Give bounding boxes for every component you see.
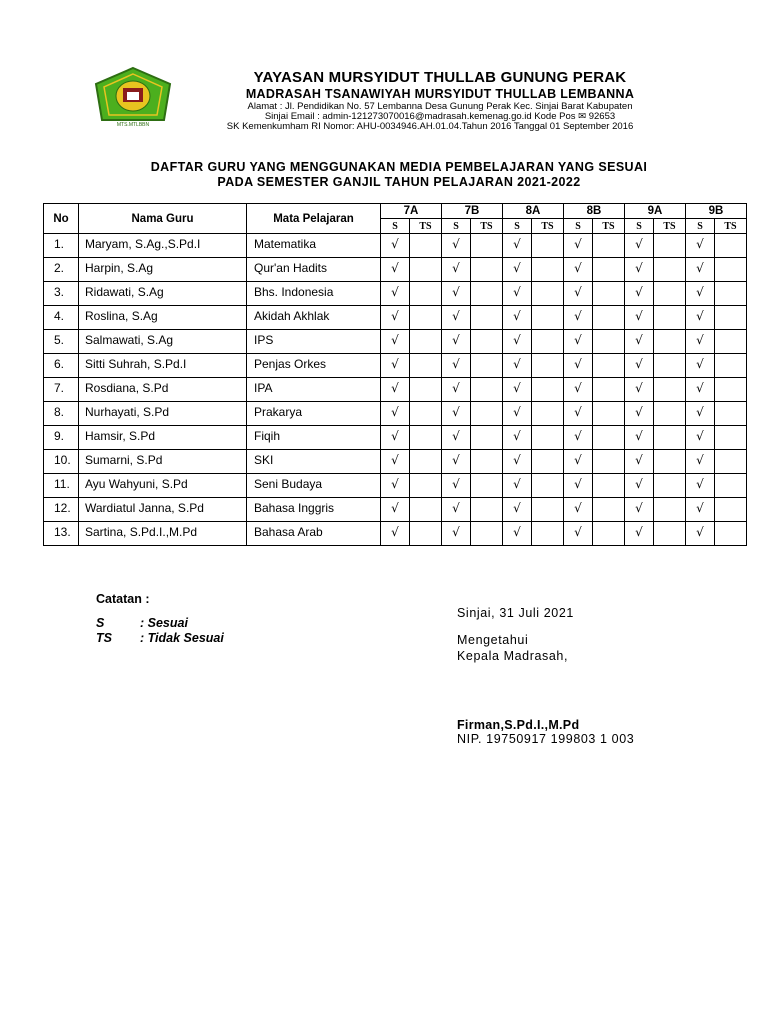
school-decree: SK Kemenkumham RI Nomor: AHU-0034946.AH.01.04.Tahun 2016 Tanggal 01 September 2016 xyxy=(226,121,634,132)
check-mark-s: √ xyxy=(564,522,593,546)
cell-ts xyxy=(471,378,503,402)
teacher-name: Sitti Suhrah, S.Pd.I xyxy=(79,354,247,378)
cell-ts xyxy=(715,474,747,498)
cell-ts xyxy=(654,234,686,258)
check-mark-s: √ xyxy=(503,354,532,378)
cell-ts xyxy=(410,474,442,498)
teacher-name: Roslina, S.Ag xyxy=(79,306,247,330)
school-contact: Sinjai Email : admin-121273070016@madrasah.kemenag.go.id Kode Pos ✉ 92653 xyxy=(264,111,616,122)
check-mark-s: √ xyxy=(503,426,532,450)
cell-ts xyxy=(654,330,686,354)
table-row xyxy=(44,474,747,498)
school-name: MADRASAH TSANAWIYAH MURSYIDUT THULLAB LEMBANNA xyxy=(245,87,635,101)
cell-ts xyxy=(715,402,747,426)
cell-ts xyxy=(593,330,625,354)
check-mark-s: √ xyxy=(564,306,593,330)
check-mark-s: √ xyxy=(442,522,471,546)
cell-ts xyxy=(410,282,442,306)
cell-ts xyxy=(410,330,442,354)
check-mark-s: √ xyxy=(564,498,593,522)
check-mark-s: √ xyxy=(442,498,471,522)
check-mark-s: √ xyxy=(625,378,654,402)
check-mark-s: √ xyxy=(686,402,715,426)
cell-ts xyxy=(654,354,686,378)
cell-ts xyxy=(593,306,625,330)
check-mark-s: √ xyxy=(564,402,593,426)
teacher-name: Sartina, S.Pd.I.,M.Pd xyxy=(79,522,247,546)
place-date: Sinjai, 31 Juli 2021 xyxy=(457,606,574,620)
cell-ts xyxy=(471,330,503,354)
check-mark-s: √ xyxy=(564,474,593,498)
check-mark-s: √ xyxy=(381,426,410,450)
sub-header-s: S xyxy=(381,219,410,234)
cell-ts xyxy=(471,282,503,306)
table-row xyxy=(44,306,747,330)
check-mark-s: √ xyxy=(564,354,593,378)
sub-header-ts: TS xyxy=(471,219,503,234)
sub-header-ts: TS xyxy=(593,219,625,234)
sub-header-ts: TS xyxy=(654,219,686,234)
check-mark-s: √ xyxy=(625,474,654,498)
acknowledge-label: Mengetahui xyxy=(457,633,529,647)
cell-ts xyxy=(532,258,564,282)
cell-ts xyxy=(532,234,564,258)
cell-ts xyxy=(532,306,564,330)
cell-ts xyxy=(715,354,747,378)
teacher-name: Sumarni, S.Pd xyxy=(79,450,247,474)
check-mark-s: √ xyxy=(625,234,654,258)
row-number: 11. xyxy=(44,474,79,498)
row-number: 5. xyxy=(44,330,79,354)
cell-ts xyxy=(593,474,625,498)
row-number: 4. xyxy=(44,306,79,330)
notes-heading: Catatan : xyxy=(96,592,150,606)
check-mark-s: √ xyxy=(686,522,715,546)
check-mark-s: √ xyxy=(686,354,715,378)
row-number: 10. xyxy=(44,450,79,474)
teacher-name: Ridawati, S.Ag xyxy=(79,282,247,306)
check-mark-s: √ xyxy=(686,306,715,330)
cell-ts xyxy=(715,258,747,282)
subject-name: Bhs. Indonesia xyxy=(247,282,381,306)
cell-ts xyxy=(715,306,747,330)
cell-ts xyxy=(715,498,747,522)
class-header: 8B xyxy=(564,204,625,219)
class-header: 7B xyxy=(442,204,503,219)
sub-header-ts: TS xyxy=(532,219,564,234)
notes xyxy=(96,592,224,646)
cell-ts xyxy=(715,522,747,546)
check-mark-s: √ xyxy=(564,234,593,258)
check-mark-s: √ xyxy=(442,234,471,258)
cell-ts xyxy=(471,234,503,258)
doc-title-line1: DAFTAR GURU YANG MENGGUNAKAN MEDIA PEMBELAJARAN YANG SESUAI xyxy=(150,160,648,174)
cell-ts xyxy=(532,450,564,474)
check-mark-s: √ xyxy=(686,450,715,474)
teacher-name: Harpin, S.Ag xyxy=(79,258,247,282)
cell-ts xyxy=(593,354,625,378)
cell-ts xyxy=(654,522,686,546)
check-mark-s: √ xyxy=(686,474,715,498)
check-mark-s: √ xyxy=(564,330,593,354)
cell-ts xyxy=(532,282,564,306)
check-mark-s: √ xyxy=(564,282,593,306)
sub-header-s: S xyxy=(686,219,715,234)
check-mark-s: √ xyxy=(686,330,715,354)
cell-ts xyxy=(532,522,564,546)
cell-ts xyxy=(532,354,564,378)
check-mark-s: √ xyxy=(381,258,410,282)
cell-ts xyxy=(715,378,747,402)
check-mark-s: √ xyxy=(442,402,471,426)
subject-name: IPS xyxy=(247,330,381,354)
check-mark-s: √ xyxy=(686,378,715,402)
check-mark-s: √ xyxy=(381,402,410,426)
check-mark-s: √ xyxy=(686,234,715,258)
cell-ts xyxy=(532,498,564,522)
check-mark-s: √ xyxy=(503,282,532,306)
cell-ts xyxy=(654,258,686,282)
subject-name: IPA xyxy=(247,378,381,402)
cell-ts xyxy=(410,426,442,450)
check-mark-s: √ xyxy=(503,378,532,402)
table-row xyxy=(44,426,747,450)
col-subject-header: Mata Pelajaran xyxy=(247,204,381,234)
check-mark-s: √ xyxy=(503,306,532,330)
legend-key: TS xyxy=(96,631,112,645)
subject-name: Prakarya xyxy=(247,402,381,426)
check-mark-s: √ xyxy=(503,258,532,282)
position-label: Kepala Madrasah, xyxy=(457,649,569,663)
table-row xyxy=(44,354,747,378)
doc-title-line2: PADA SEMESTER GANJIL TAHUN PELAJARAN 2021-2022 xyxy=(217,175,581,189)
cell-ts xyxy=(593,234,625,258)
check-mark-s: √ xyxy=(442,306,471,330)
sub-header-s: S xyxy=(564,219,593,234)
check-mark-s: √ xyxy=(442,450,471,474)
legend-s xyxy=(96,616,224,631)
cell-ts xyxy=(654,402,686,426)
school-address: Alamat : Jl. Pendidikan No. 57 Lembanna Desa Gunung Perak Kec. Sinjai Barat Kabupaten xyxy=(247,101,633,112)
cell-ts xyxy=(654,450,686,474)
check-mark-s: √ xyxy=(625,330,654,354)
class-header: 9B xyxy=(686,204,747,219)
subject-name: Qur'an Hadits xyxy=(247,258,381,282)
check-mark-s: √ xyxy=(625,402,654,426)
check-mark-s: √ xyxy=(503,402,532,426)
class-header: 8A xyxy=(503,204,564,219)
row-number: 8. xyxy=(44,402,79,426)
teacher-name: Wardiatul Janna, S.Pd xyxy=(79,498,247,522)
cell-ts xyxy=(471,450,503,474)
table-row xyxy=(44,330,747,354)
cell-ts xyxy=(471,474,503,498)
row-number: 7. xyxy=(44,378,79,402)
subject-name: Akidah Akhlak xyxy=(247,306,381,330)
cell-ts xyxy=(532,402,564,426)
subject-name: Penjas Orkes xyxy=(247,354,381,378)
cell-ts xyxy=(715,234,747,258)
col-no-header: No xyxy=(44,204,79,234)
cell-ts xyxy=(532,426,564,450)
check-mark-s: √ xyxy=(503,474,532,498)
cell-ts xyxy=(654,282,686,306)
check-mark-s: √ xyxy=(564,426,593,450)
check-mark-s: √ xyxy=(686,498,715,522)
check-mark-s: √ xyxy=(686,282,715,306)
cell-ts xyxy=(654,378,686,402)
col-name-header: Nama Guru xyxy=(79,204,247,234)
subject-name: Bahasa Inggris xyxy=(247,498,381,522)
check-mark-s: √ xyxy=(625,426,654,450)
cell-ts xyxy=(471,258,503,282)
cell-ts xyxy=(410,258,442,282)
check-mark-s: √ xyxy=(442,330,471,354)
subject-name: Matematika xyxy=(247,234,381,258)
check-mark-s: √ xyxy=(625,306,654,330)
teacher-name: Hamsir, S.Pd xyxy=(79,426,247,450)
check-mark-s: √ xyxy=(625,354,654,378)
cell-ts xyxy=(593,450,625,474)
check-mark-s: √ xyxy=(442,354,471,378)
check-mark-s: √ xyxy=(503,498,532,522)
check-mark-s: √ xyxy=(686,258,715,282)
cell-ts xyxy=(715,426,747,450)
table-row xyxy=(44,450,747,474)
check-mark-s: √ xyxy=(381,378,410,402)
cell-ts xyxy=(593,258,625,282)
foundation-name: YAYASAN MURSYIDUT THULLAB GUNUNG PERAK xyxy=(253,69,627,86)
cell-ts xyxy=(532,378,564,402)
check-mark-s: √ xyxy=(442,258,471,282)
check-mark-s: √ xyxy=(564,258,593,282)
cell-ts xyxy=(471,426,503,450)
table-row xyxy=(44,258,747,282)
check-mark-s: √ xyxy=(625,498,654,522)
check-mark-s: √ xyxy=(381,354,410,378)
cell-ts xyxy=(471,498,503,522)
check-mark-s: √ xyxy=(625,450,654,474)
cell-ts xyxy=(654,498,686,522)
cell-ts xyxy=(410,378,442,402)
row-number: 3. xyxy=(44,282,79,306)
legend-ts xyxy=(96,631,224,646)
cell-ts xyxy=(471,306,503,330)
legend-key: S xyxy=(96,616,105,630)
table-row xyxy=(44,522,747,546)
subject-name: Bahasa Arab xyxy=(247,522,381,546)
subject-name: SKI xyxy=(247,450,381,474)
sub-header-ts: TS xyxy=(715,219,747,234)
teacher-name: Salmawati, S.Ag xyxy=(79,330,247,354)
row-number: 6. xyxy=(44,354,79,378)
check-mark-s: √ xyxy=(625,282,654,306)
check-mark-s: √ xyxy=(564,450,593,474)
check-mark-s: √ xyxy=(381,330,410,354)
check-mark-s: √ xyxy=(381,450,410,474)
check-mark-s: √ xyxy=(442,474,471,498)
teacher-name: Ayu Wahyuni, S.Pd xyxy=(79,474,247,498)
cell-ts xyxy=(532,474,564,498)
check-mark-s: √ xyxy=(564,378,593,402)
check-mark-s: √ xyxy=(381,522,410,546)
cell-ts xyxy=(593,522,625,546)
cell-ts xyxy=(593,378,625,402)
check-mark-s: √ xyxy=(503,522,532,546)
cell-ts xyxy=(593,426,625,450)
legend-value: : Tidak Sesuai xyxy=(140,631,224,645)
row-number: 13. xyxy=(44,522,79,546)
sub-header-ts: TS xyxy=(410,219,442,234)
check-mark-s: √ xyxy=(625,522,654,546)
cell-ts xyxy=(532,330,564,354)
check-mark-s: √ xyxy=(381,306,410,330)
teacher-name: Rosdiana, S.Pd xyxy=(79,378,247,402)
teacher-name: Maryam, S.Ag.,S.Pd.I xyxy=(79,234,247,258)
teacher-table xyxy=(43,203,747,546)
sub-header-s: S xyxy=(442,219,471,234)
legend-value: : Sesuai xyxy=(140,616,188,630)
check-mark-s: √ xyxy=(442,282,471,306)
cell-ts xyxy=(410,498,442,522)
cell-ts xyxy=(471,522,503,546)
cell-ts xyxy=(410,522,442,546)
cell-ts xyxy=(654,306,686,330)
check-mark-s: √ xyxy=(686,426,715,450)
cell-ts xyxy=(593,498,625,522)
cell-ts xyxy=(715,282,747,306)
cell-ts xyxy=(410,402,442,426)
cell-ts xyxy=(410,354,442,378)
subject-name: Seni Budaya xyxy=(247,474,381,498)
cell-ts xyxy=(410,450,442,474)
check-mark-s: √ xyxy=(503,330,532,354)
table-row xyxy=(44,402,747,426)
table-row xyxy=(44,282,747,306)
cell-ts xyxy=(654,426,686,450)
check-mark-s: √ xyxy=(381,498,410,522)
signatory-name: Firman,S.Pd.I.,M.Pd xyxy=(457,718,580,732)
row-number: 9. xyxy=(44,426,79,450)
sub-header-s: S xyxy=(503,219,532,234)
teacher-name: Nurhayati, S.Pd xyxy=(79,402,247,426)
check-mark-s: √ xyxy=(381,234,410,258)
check-mark-s: √ xyxy=(442,378,471,402)
table-row xyxy=(44,378,747,402)
row-number: 12. xyxy=(44,498,79,522)
cell-ts xyxy=(410,306,442,330)
cell-ts xyxy=(471,402,503,426)
check-mark-s: √ xyxy=(381,474,410,498)
cell-ts xyxy=(593,402,625,426)
check-mark-s: √ xyxy=(503,450,532,474)
check-mark-s: √ xyxy=(381,282,410,306)
row-number: 1. xyxy=(44,234,79,258)
logo-caption: MTS.MTLBBN xyxy=(116,122,150,128)
cell-ts xyxy=(471,354,503,378)
signatory-nip: NIP. 19750917 199803 1 003 xyxy=(457,732,635,746)
table-row xyxy=(44,234,747,258)
sub-header-s: S xyxy=(625,219,654,234)
cell-ts xyxy=(715,450,747,474)
cell-ts xyxy=(410,234,442,258)
cell-ts xyxy=(654,474,686,498)
row-number: 2. xyxy=(44,258,79,282)
class-header: 9A xyxy=(625,204,686,219)
check-mark-s: √ xyxy=(625,258,654,282)
check-mark-s: √ xyxy=(442,426,471,450)
cell-ts xyxy=(715,330,747,354)
cell-ts xyxy=(593,282,625,306)
check-mark-s: √ xyxy=(503,234,532,258)
subject-name: Fiqih xyxy=(247,426,381,450)
class-header: 7A xyxy=(381,204,442,219)
table-row xyxy=(44,498,747,522)
